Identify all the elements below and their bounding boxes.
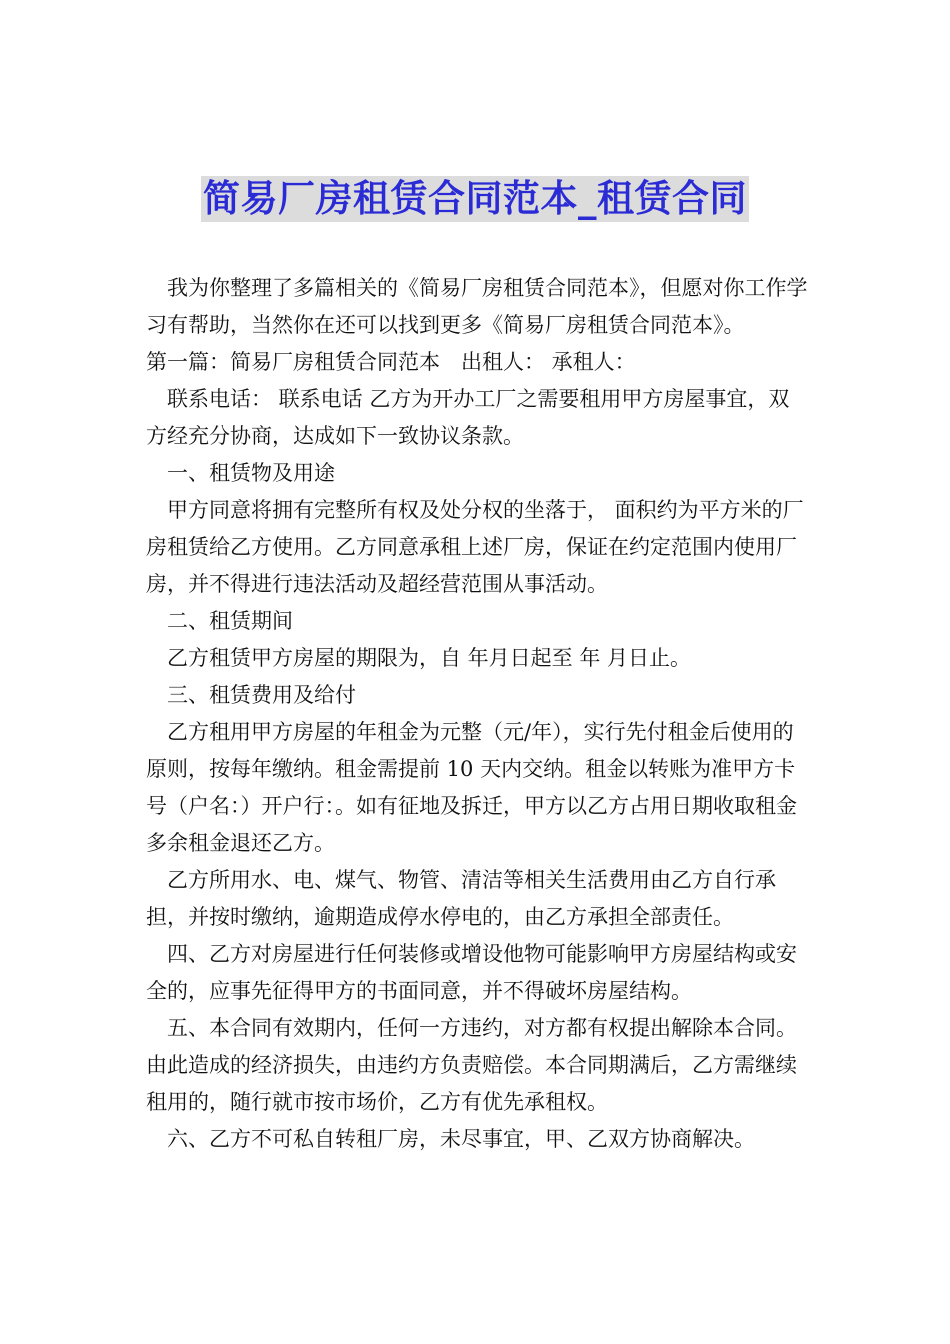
clause-2-body: 乙方租赁甲方房屋的期限为，自 年月日起至 年 月日止。 [167,646,692,670]
clause-6: 六、乙方不可私自转租厂房，未尽事宜，甲、乙双方协商解决。 [167,1127,755,1151]
clause-5: 五、本合同有效期内，任何一方违约，对方都有权提出解除本合同。由此造成的经济损失，由违约方负责赔偿。本合同期满后，乙方需继续租用的，随行就市按市场价，乙方有优先承租权。 [146,1016,797,1114]
clause-3-utilities: 乙方所用水、电、煤气、物管、清洁等相关生活费用由乙方自行承担，并按时缴纳，逾期造成停水停电的，由乙方承担全部责任。 [146,868,776,929]
title-container [0,176,950,222]
clause-1-heading: 一、租赁物及用途 [167,461,335,485]
section-first-heading: 第一篇：简易厂房租赁合同范本 出租人： 承租人： [146,350,636,374]
clause-3-body: 乙方租用甲方房屋的年租金为元整（元/年），实行先付租金后使用的原则，按每年缴纳。租金需提前 10 天内交纳。租金以转账为准甲方卡号（户名：）开户行：。如有征地及拆迁，甲方以乙方占用日期收取租金多余租金退还乙方。 [146,720,797,855]
document-body [146,270,810,1158]
clause-1-body: 甲方同意将拥有完整所有权及处分权的坐落于， 面积约为平方米的厂房租赁给乙方使用。乙方同意承租上述厂房，保证在约定范围内使用厂房，并不得进行违法活动及超经营范围从事活动。 [146,498,804,596]
clause-2-heading: 二、租赁期间 [167,609,293,633]
clause-4: 四、乙方对房屋进行任何装修或增设他物可能影响甲方房屋结构或安全的，应事先征得甲方的书面同意，并不得破坏房屋结构。 [146,942,797,1003]
document-title: 简易厂房租赁合同范本_租赁合同 [203,177,747,220]
intro-paragraph: 我为你整理了多篇相关的《简易厂房租赁合同范本》，但愿对你工作学习有帮助，当然你在还可以找到更多《简易厂房租赁合同范本》。 [146,276,808,337]
contact-paragraph: 联系电话： 联系电话 乙方为开办工厂之需要租用甲方房屋事宜，双方经充分协商，达成如下一致协议条款。 [146,387,790,448]
clause-3-heading: 三、租赁费用及给付 [167,683,356,707]
